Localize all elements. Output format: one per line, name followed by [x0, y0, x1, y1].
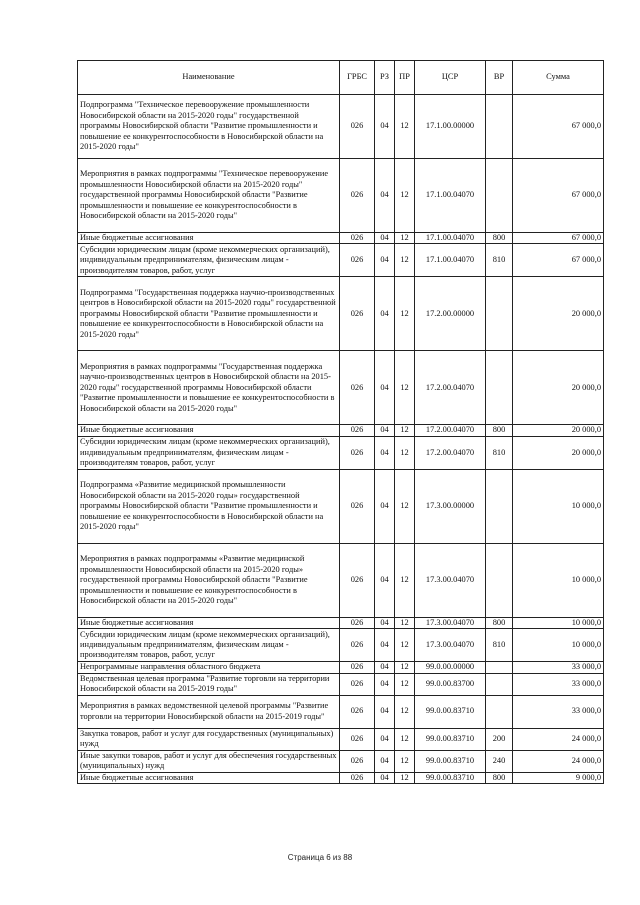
header-sum: Сумма: [513, 61, 604, 95]
cell-csr: 17.3.00.04070: [415, 629, 486, 662]
cell-grbs: 026: [340, 695, 375, 728]
cell-rz: 04: [375, 436, 395, 469]
cell-vr: [486, 543, 513, 617]
cell-name: Иные бюджетные ассигнования: [78, 425, 340, 436]
cell-vr: [486, 277, 513, 351]
cell-rz: 04: [375, 351, 395, 425]
cell-name: Иные бюджетные ассигнования: [78, 617, 340, 628]
header-row: [78, 61, 604, 95]
table-row: [78, 695, 604, 728]
page-number: Страница 6 из 88: [287, 853, 353, 862]
table-row: [78, 244, 604, 277]
table-row: [78, 750, 604, 772]
cell-pr: 12: [395, 159, 415, 233]
cell-grbs: 026: [340, 469, 375, 543]
cell-name: Мероприятия в рамках подпрограммы "Техническое перевооружение промышленности Новосибирской области на 2015-2020 годы" государственной программы Новосибирской области "Развитие промышленности и повышение ее конкурентоспособности в Новосибирской области на 2015-2020 годы": [78, 159, 340, 233]
header-rz: РЗ: [375, 61, 395, 95]
cell-rz: 04: [375, 750, 395, 772]
cell-vr: 200: [486, 728, 513, 750]
cell-pr: 12: [395, 469, 415, 543]
cell-sum: 20 000,0: [513, 425, 604, 436]
cell-pr: 12: [395, 617, 415, 628]
cell-name: Непрограммные направления областного бюджета: [78, 662, 340, 673]
table-row: [78, 662, 604, 673]
cell-csr: 17.2.00.04070: [415, 436, 486, 469]
cell-pr: 12: [395, 695, 415, 728]
cell-vr: 810: [486, 629, 513, 662]
table-row: [78, 425, 604, 436]
cell-rz: 04: [375, 277, 395, 351]
cell-grbs: 026: [340, 750, 375, 772]
cell-grbs: 026: [340, 244, 375, 277]
cell-pr: 12: [395, 629, 415, 662]
cell-rz: 04: [375, 673, 395, 695]
cell-csr: 17.1.00.04070: [415, 244, 486, 277]
cell-sum: 67 000,0: [513, 233, 604, 244]
cell-name: Подпрограмма "Техническое перевооружение промышленности Новосибирской области на 2015-2020 годы" государственной программы Новосибирской области "Развитие промышленности и повышение ее конкурентоспособности в Новосибирской области на 2015-2020 годы": [78, 95, 340, 159]
cell-csr: 99.0.00.83710: [415, 772, 486, 783]
cell-vr: [486, 662, 513, 673]
table-row: [78, 233, 604, 244]
header-pr: ПР: [395, 61, 415, 95]
cell-vr: 800: [486, 617, 513, 628]
cell-rz: 04: [375, 728, 395, 750]
cell-name: Мероприятия в рамках ведомственной целевой программы "Развитие торговли на территории Новосибирской области на 2015-2019 годы": [78, 695, 340, 728]
cell-vr: 800: [486, 772, 513, 783]
cell-pr: 12: [395, 728, 415, 750]
cell-vr: [486, 95, 513, 159]
cell-vr: 240: [486, 750, 513, 772]
cell-pr: 12: [395, 436, 415, 469]
cell-pr: 12: [395, 95, 415, 159]
cell-rz: 04: [375, 617, 395, 628]
cell-name: Субсидии юридическим лицам (кроме некоммерческих организаций), индивидуальным предпринимателям, физическим лицам - производителям товаров, работ, услуг: [78, 244, 340, 277]
cell-name: Иные бюджетные ассигнования: [78, 233, 340, 244]
cell-vr: [486, 673, 513, 695]
table-row: [78, 469, 604, 543]
cell-grbs: 026: [340, 277, 375, 351]
cell-sum: 10 000,0: [513, 543, 604, 617]
cell-vr: [486, 695, 513, 728]
cell-rz: 04: [375, 233, 395, 244]
cell-sum: 10 000,0: [513, 629, 604, 662]
cell-rz: 04: [375, 629, 395, 662]
cell-csr: 17.2.00.04070: [415, 425, 486, 436]
cell-pr: 12: [395, 277, 415, 351]
cell-sum: 33 000,0: [513, 695, 604, 728]
cell-rz: 04: [375, 772, 395, 783]
cell-grbs: 026: [340, 772, 375, 783]
table-row: [78, 772, 604, 783]
cell-name: Мероприятия в рамках подпрограммы «Развитие медицинской промышленности Новосибирской области на 2015-2020 годы» государственной программы Новосибирской области "Развитие промышленности и повышение ее конкурентоспособности в Новосибирской области на 2015-2020 годы": [78, 543, 340, 617]
cell-name: Ведомственная целевая программа "Развитие торговли на территории Новосибирской области на 2015-2019 годы": [78, 673, 340, 695]
cell-csr: 99.0.00.83710: [415, 728, 486, 750]
cell-rz: 04: [375, 95, 395, 159]
cell-rz: 04: [375, 695, 395, 728]
cell-csr: 17.2.00.00000: [415, 277, 486, 351]
cell-grbs: 026: [340, 351, 375, 425]
cell-grbs: 026: [340, 673, 375, 695]
cell-csr: 17.3.00.04070: [415, 543, 486, 617]
cell-pr: 12: [395, 750, 415, 772]
cell-pr: 12: [395, 351, 415, 425]
cell-grbs: 026: [340, 543, 375, 617]
cell-grbs: 026: [340, 436, 375, 469]
cell-name: Субсидии юридическим лицам (кроме некоммерческих организаций), индивидуальным предпринимателям, физическим лицам - производителям товаров, работ, услуг: [78, 436, 340, 469]
cell-rz: 04: [375, 469, 395, 543]
cell-rz: 04: [375, 662, 395, 673]
cell-grbs: 026: [340, 425, 375, 436]
cell-name: Субсидии юридическим лицам (кроме некоммерческих организаций), индивидуальным предпринимателям, физическим лицам - производителям товаров, работ, услуг: [78, 629, 340, 662]
table-row: [78, 436, 604, 469]
cell-grbs: 026: [340, 662, 375, 673]
cell-pr: 12: [395, 662, 415, 673]
cell-name: Иные закупки товаров, работ и услуг для обеспечения государственных (муниципальных) нужд: [78, 750, 340, 772]
cell-csr: 17.2.00.04070: [415, 351, 486, 425]
cell-pr: 12: [395, 772, 415, 783]
cell-vr: [486, 469, 513, 543]
cell-sum: 20 000,0: [513, 436, 604, 469]
cell-vr: 800: [486, 233, 513, 244]
cell-grbs: 026: [340, 159, 375, 233]
cell-grbs: 026: [340, 233, 375, 244]
cell-pr: 12: [395, 425, 415, 436]
cell-csr: 17.1.00.00000: [415, 95, 486, 159]
cell-csr: 99.0.00.00000: [415, 662, 486, 673]
cell-sum: 24 000,0: [513, 750, 604, 772]
cell-pr: 12: [395, 543, 415, 617]
cell-sum: 20 000,0: [513, 277, 604, 351]
cell-sum: 67 000,0: [513, 244, 604, 277]
cell-sum: 33 000,0: [513, 673, 604, 695]
cell-csr: 17.3.00.00000: [415, 469, 486, 543]
cell-rz: 04: [375, 159, 395, 233]
table-row: [78, 351, 604, 425]
table-row: [78, 617, 604, 628]
cell-sum: 20 000,0: [513, 351, 604, 425]
table-row: [78, 728, 604, 750]
cell-csr: 17.3.00.04070: [415, 617, 486, 628]
cell-sum: 10 000,0: [513, 469, 604, 543]
cell-csr: 17.1.00.04070: [415, 159, 486, 233]
cell-name: Подпрограмма «Развитие медицинской промышленности Новосибирской области на 2015-2020 годы» государственной программы Новосибирской области "Развитие промышленности и повышение ее конкурентоспособности в Новосибирской области на 2015-2020 годы": [78, 469, 340, 543]
cell-pr: 12: [395, 233, 415, 244]
cell-rz: 04: [375, 244, 395, 277]
table-row: [78, 673, 604, 695]
cell-name: Мероприятия в рамках подпрограммы "Государственная поддержка научно-производственных центров в Новосибирской области на 2015-2020 годы" государственной программы Новосибирской области "Развитие промышленности и повышение ее конкурентоспособности в Новосибирской области на 2015-2020 годы": [78, 351, 340, 425]
cell-csr: 99.0.00.83700: [415, 673, 486, 695]
cell-vr: 810: [486, 436, 513, 469]
cell-rz: 04: [375, 425, 395, 436]
table-row: [78, 277, 604, 351]
cell-sum: 67 000,0: [513, 159, 604, 233]
table-row: [78, 159, 604, 233]
cell-vr: 800: [486, 425, 513, 436]
budget-table: [77, 60, 604, 784]
cell-vr: [486, 159, 513, 233]
table-row: [78, 543, 604, 617]
cell-rz: 04: [375, 543, 395, 617]
table-row: [78, 629, 604, 662]
cell-sum: 33 000,0: [513, 662, 604, 673]
header-name: Наименование: [78, 61, 340, 95]
cell-name: Иные бюджетные ассигнования: [78, 772, 340, 783]
cell-pr: 12: [395, 244, 415, 277]
header-vr: ВР: [486, 61, 513, 95]
cell-grbs: 026: [340, 629, 375, 662]
cell-sum: 24 000,0: [513, 728, 604, 750]
cell-name: Подпрограмма "Государственная поддержка научно-производственных центров в Новосибирской области на 2015-2020 годы" государственной программы Новосибирской области "Развитие промышленности и повышение ее конкурентоспособности в Новосибирской области на 2015-2020 годы": [78, 277, 340, 351]
cell-sum: 67 000,0: [513, 95, 604, 159]
cell-csr: 99.0.00.83710: [415, 750, 486, 772]
cell-grbs: 026: [340, 95, 375, 159]
table-row: [78, 95, 604, 159]
header-grbs: ГРБС: [340, 61, 375, 95]
cell-vr: [486, 351, 513, 425]
cell-csr: 99.0.00.83710: [415, 695, 486, 728]
cell-sum: 10 000,0: [513, 617, 604, 628]
header-csr: ЦСР: [415, 61, 486, 95]
cell-sum: 9 000,0: [513, 772, 604, 783]
cell-pr: 12: [395, 673, 415, 695]
cell-grbs: 026: [340, 617, 375, 628]
cell-name: Закупка товаров, работ и услуг для государственных (муниципальных) нужд: [78, 728, 340, 750]
cell-vr: 810: [486, 244, 513, 277]
cell-csr: 17.1.00.04070: [415, 233, 486, 244]
cell-grbs: 026: [340, 728, 375, 750]
